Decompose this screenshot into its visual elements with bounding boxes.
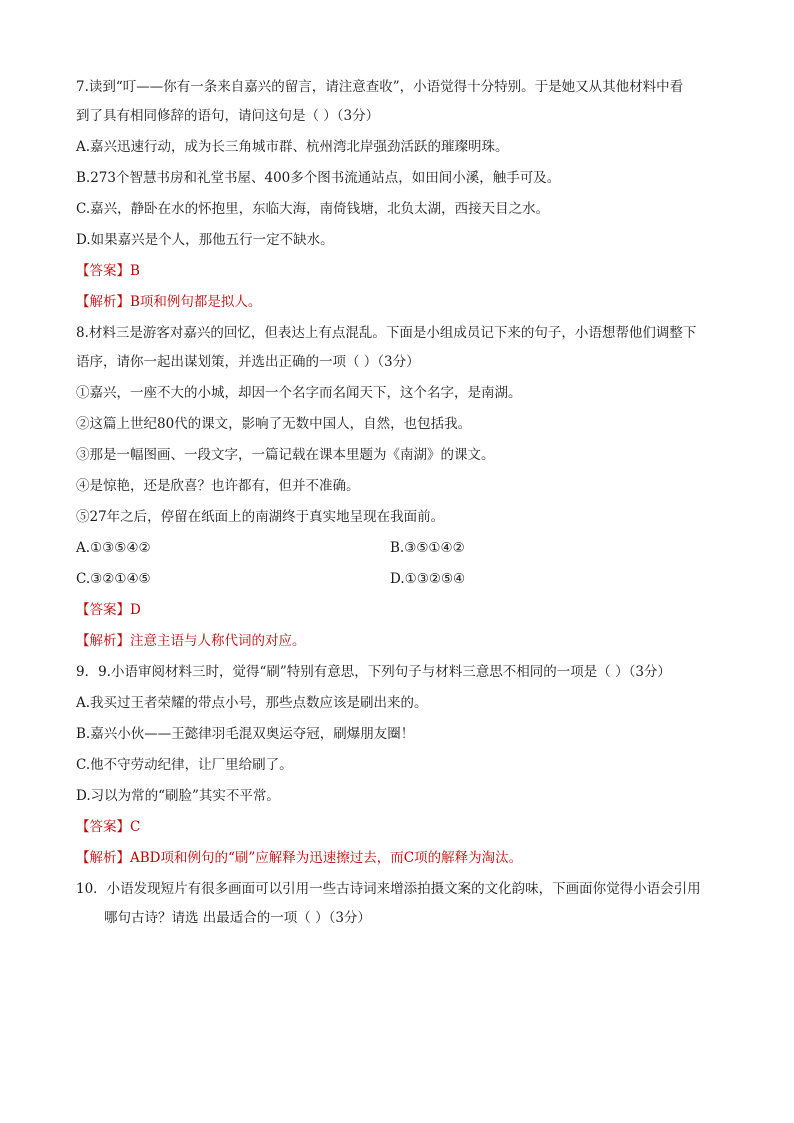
question-9	[76, 662, 726, 868]
q8-answer: 【答案】D	[76, 602, 141, 618]
q9-option-b: B.嘉兴小伙——王懿律羽毛混双奥运夺冠，刷爆朋友圈！	[76, 726, 415, 742]
q8-analysis: 【解析】注意主语与人称代词的对应。	[76, 633, 306, 649]
q8-sentence-5: ⑤27年之后，停留在纸面上的南湖终于真实地呈现在我面前。	[76, 509, 445, 525]
q7-option-b: B.273个智慧书房和礼堂书屋、400多个图书流通站点，如田间小溪，触手可及。	[76, 170, 561, 186]
q8-sentence-1: ①嘉兴，一座不大的小城，却因一个名字而名闻天下，这个名字，是南湖。	[76, 385, 522, 401]
q9-option-c: C.他不守劳动纪律，让厂里给刷了。	[76, 757, 293, 773]
q9-option-d: D.习以为常的“刷脸”其实不平常。	[76, 788, 280, 804]
q7-option-a: A.嘉兴迅速行动，成为长三角城市群、杭州湾北岸强劲活跃的璀璨明珠。	[76, 139, 509, 155]
q9-option-a: A.我买过王者荣耀的带点小号，那些点数应该是刷出来的。	[76, 695, 428, 711]
q8-option-a: A.①③⑤④②	[76, 540, 151, 556]
q8-sentence-2: ②这篇上世纪80代的课文，影响了无数中国人，自然，也包括我。	[76, 416, 472, 432]
q9-answer: 【答案】C	[76, 819, 141, 835]
q8-options-row-1	[76, 538, 726, 558]
q8-options-row-2	[76, 569, 726, 589]
q8-stem-line-1: 8.材料三是游客对嘉兴的回忆，但表达上有点混乱。下面是小组成员记下来的句子，小语想帮他们调整下	[76, 325, 697, 341]
q7-stem-line-1: 7.读到“叮——你有一条来自嘉兴的留言，请注意查收”，小语觉得十分特别。于是她又从其他材料中看	[76, 79, 684, 95]
q7-option-d: D.如果嘉兴是个人，那他五行一定不缺水。	[76, 232, 334, 248]
q7-analysis: 【解析】B项和例句都是拟人。	[76, 294, 262, 310]
q8-option-d: D.①③②⑤④	[390, 571, 466, 587]
q8-option-b: B.③⑤①④②	[390, 540, 465, 556]
q7-stem-line-2: 到了具有相同修辞的语句，请问这句是（ ）（3分）	[76, 108, 380, 124]
question-8	[76, 323, 726, 651]
q8-sentence-4: ④是惊艳，还是欣喜？也许都有，但并不准确。	[76, 478, 360, 494]
q10-stem-line-2: 哪句古诗？请选 出最适合的一项（ ）（3分）	[104, 910, 371, 926]
q8-option-c: C.③②①④⑤	[76, 571, 151, 587]
document-body	[76, 77, 726, 939]
question-10	[76, 879, 726, 928]
q9-analysis: 【解析】ABD项和例句的“刷”应解释为迅速擦过去，而C项的解释为淘汰。	[76, 850, 523, 866]
q10-stem-line-1: 10．小语发现短片有很多画面可以引用一些古诗词来增添拍摄文案的文化韵味，下画面你觉得小语会引用	[76, 881, 701, 897]
q7-answer: 【答案】B	[76, 263, 140, 279]
question-7	[76, 77, 726, 312]
q8-stem-line-2: 语序，请你一起出谋划策，并选出正确的一项（ ）（3分）	[76, 354, 420, 370]
q9-stem: 9．9.小语审阅材料三时，觉得“刷”特别有意思，下列句子与材料三意思不相同的一项是（ ）（3分）	[76, 664, 671, 680]
q7-option-c: C.嘉兴，静卧在水的怀抱里，东临大海，南倚钱塘，北负太湖，西接天目之水。	[76, 201, 550, 217]
q8-sentence-3: ③那是一幅图画、一段文字，一篇记载在课本里题为《南湖》的课文。	[76, 447, 495, 463]
